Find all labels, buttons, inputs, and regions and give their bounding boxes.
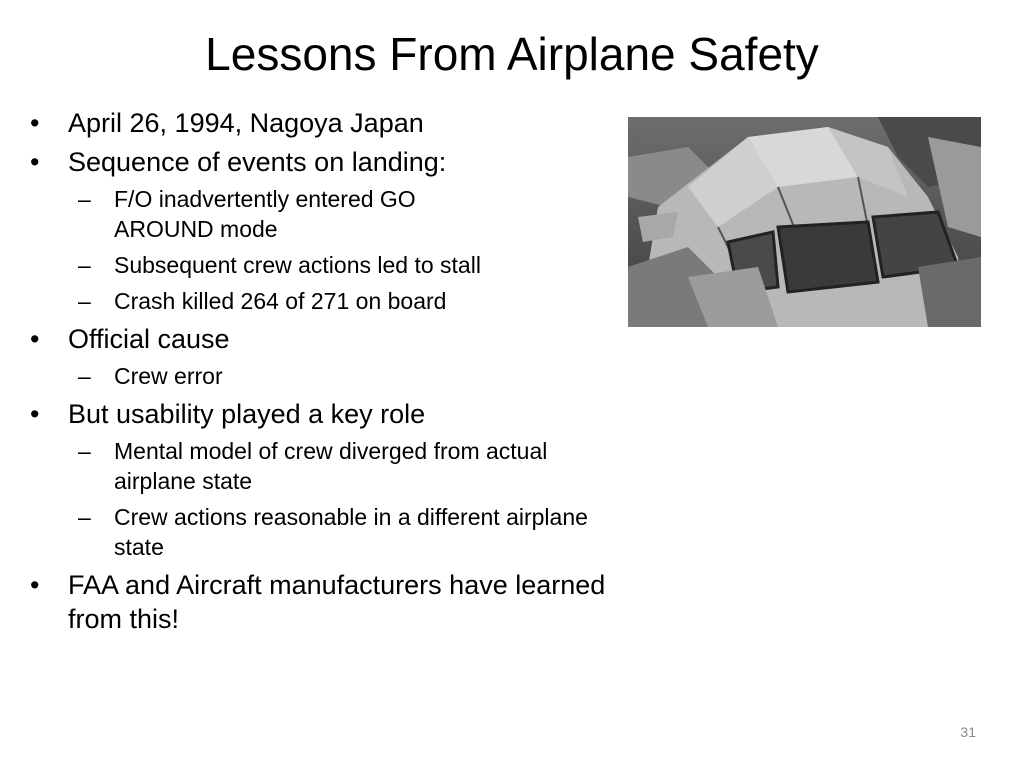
sub-bullet-text: Crew actions reasonable in a different airplane state: [114, 504, 588, 560]
sub-bullet-text: Crew error: [114, 363, 223, 389]
dash-icon: –: [78, 363, 91, 389]
bullet-item: [30, 322, 620, 356]
sub-bullet-item: [30, 361, 620, 391]
page-number: 31: [960, 724, 976, 740]
bullet-text: April 26, 1994, Nagoya Japan: [68, 108, 424, 138]
sub-bullet-text: Mental model of crew diverged from actual airplane state: [114, 438, 548, 494]
wreckage-illustration: [628, 117, 981, 327]
bullet-item: [30, 568, 620, 636]
bullet-text: But usability played a key role: [68, 399, 426, 429]
sub-bullet-item: [30, 436, 620, 496]
bullet-icon: •: [30, 399, 40, 429]
sub-bullet-item: [30, 502, 620, 562]
sub-bullet-item: [30, 184, 620, 244]
bullet-icon: •: [30, 147, 40, 177]
sub-bullet-item: [30, 286, 620, 316]
bullet-text: Sequence of events on landing:: [68, 147, 447, 177]
bullet-item: [30, 397, 620, 431]
bullet-icon: •: [30, 324, 40, 354]
bullet-text: Official cause: [68, 324, 230, 354]
bullet-item: [30, 106, 620, 140]
crash-wreckage-photo: [628, 117, 981, 327]
dash-icon: –: [78, 288, 91, 314]
sub-bullet-text: Subsequent crew actions led to stall: [114, 252, 481, 278]
sub-bullet-item: [30, 250, 620, 280]
sub-bullet-text: F/O inadvertently entered GO AROUND mode: [114, 186, 416, 242]
bullet-text: FAA and Aircraft manufacturers have learned from this!: [68, 570, 606, 634]
bullet-icon: •: [30, 570, 40, 600]
bullet-icon: •: [30, 108, 40, 138]
bullet-list: [30, 106, 620, 641]
sub-bullet-text: Crash killed 264 of 271 on board: [114, 288, 447, 314]
bullet-item: [30, 145, 620, 179]
dash-icon: –: [78, 252, 91, 278]
dash-icon: –: [78, 504, 91, 530]
slide-title: Lessons From Airplane Safety: [205, 28, 819, 80]
dash-icon: –: [78, 186, 91, 212]
dash-icon: –: [78, 438, 91, 464]
